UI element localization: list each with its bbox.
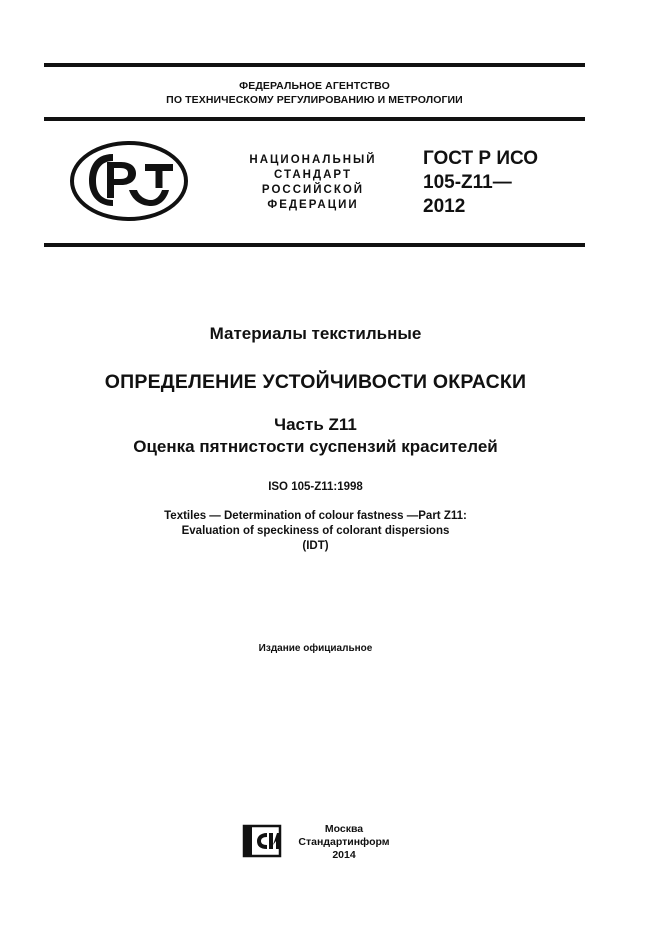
agency-line-1: ФЕДЕРАЛЬНОЕ АГЕНТСТВО bbox=[239, 80, 390, 92]
publication-year: 2014 bbox=[332, 849, 356, 861]
publisher-info bbox=[292, 823, 396, 862]
official-edition-label: Издание официальное bbox=[258, 643, 373, 654]
top-rule bbox=[44, 63, 585, 67]
english-title: Textiles — Determination of colour fastness —Part Z11: Evaluation of speckiness of colorant dispersions (IDT) bbox=[164, 510, 467, 552]
agency-line-2: ПО ТЕХНИЧЕСКОМУ РЕГУЛИРОВАНИЮ И МЕТРОЛОГИИ bbox=[166, 94, 463, 106]
publisher-city: Москва bbox=[324, 823, 364, 835]
rst-certification-mark-icon bbox=[69, 140, 189, 222]
part-subtitle: Оценка пятнистости суспензий красителей bbox=[133, 437, 498, 456]
header-rule-top bbox=[44, 117, 585, 121]
document-title: ОПРЕДЕЛЕНИЕ УСТОЙЧИВОСТИ ОКРАСКИ bbox=[104, 371, 527, 393]
materials-heading: Материалы текстильные bbox=[209, 324, 422, 343]
header-rule-bottom bbox=[44, 243, 585, 247]
standartinform-logo-icon bbox=[241, 824, 283, 858]
agency-name bbox=[44, 79, 585, 107]
part-heading bbox=[30, 414, 601, 458]
part-number: Часть Z11 bbox=[274, 415, 357, 434]
standard-designation: ГОСТ Р ИСО 105-Z11— 2012 bbox=[423, 148, 539, 217]
iso-reference: ISO 105-Z11:1998 bbox=[268, 481, 363, 493]
national-standard-label: НАЦИОНАЛЬНЫЙ СТАНДАРТ РОССИЙСКОЙ ФЕДЕРАЦИИ bbox=[249, 154, 377, 211]
publisher-name: Стандартинформ bbox=[298, 836, 390, 848]
